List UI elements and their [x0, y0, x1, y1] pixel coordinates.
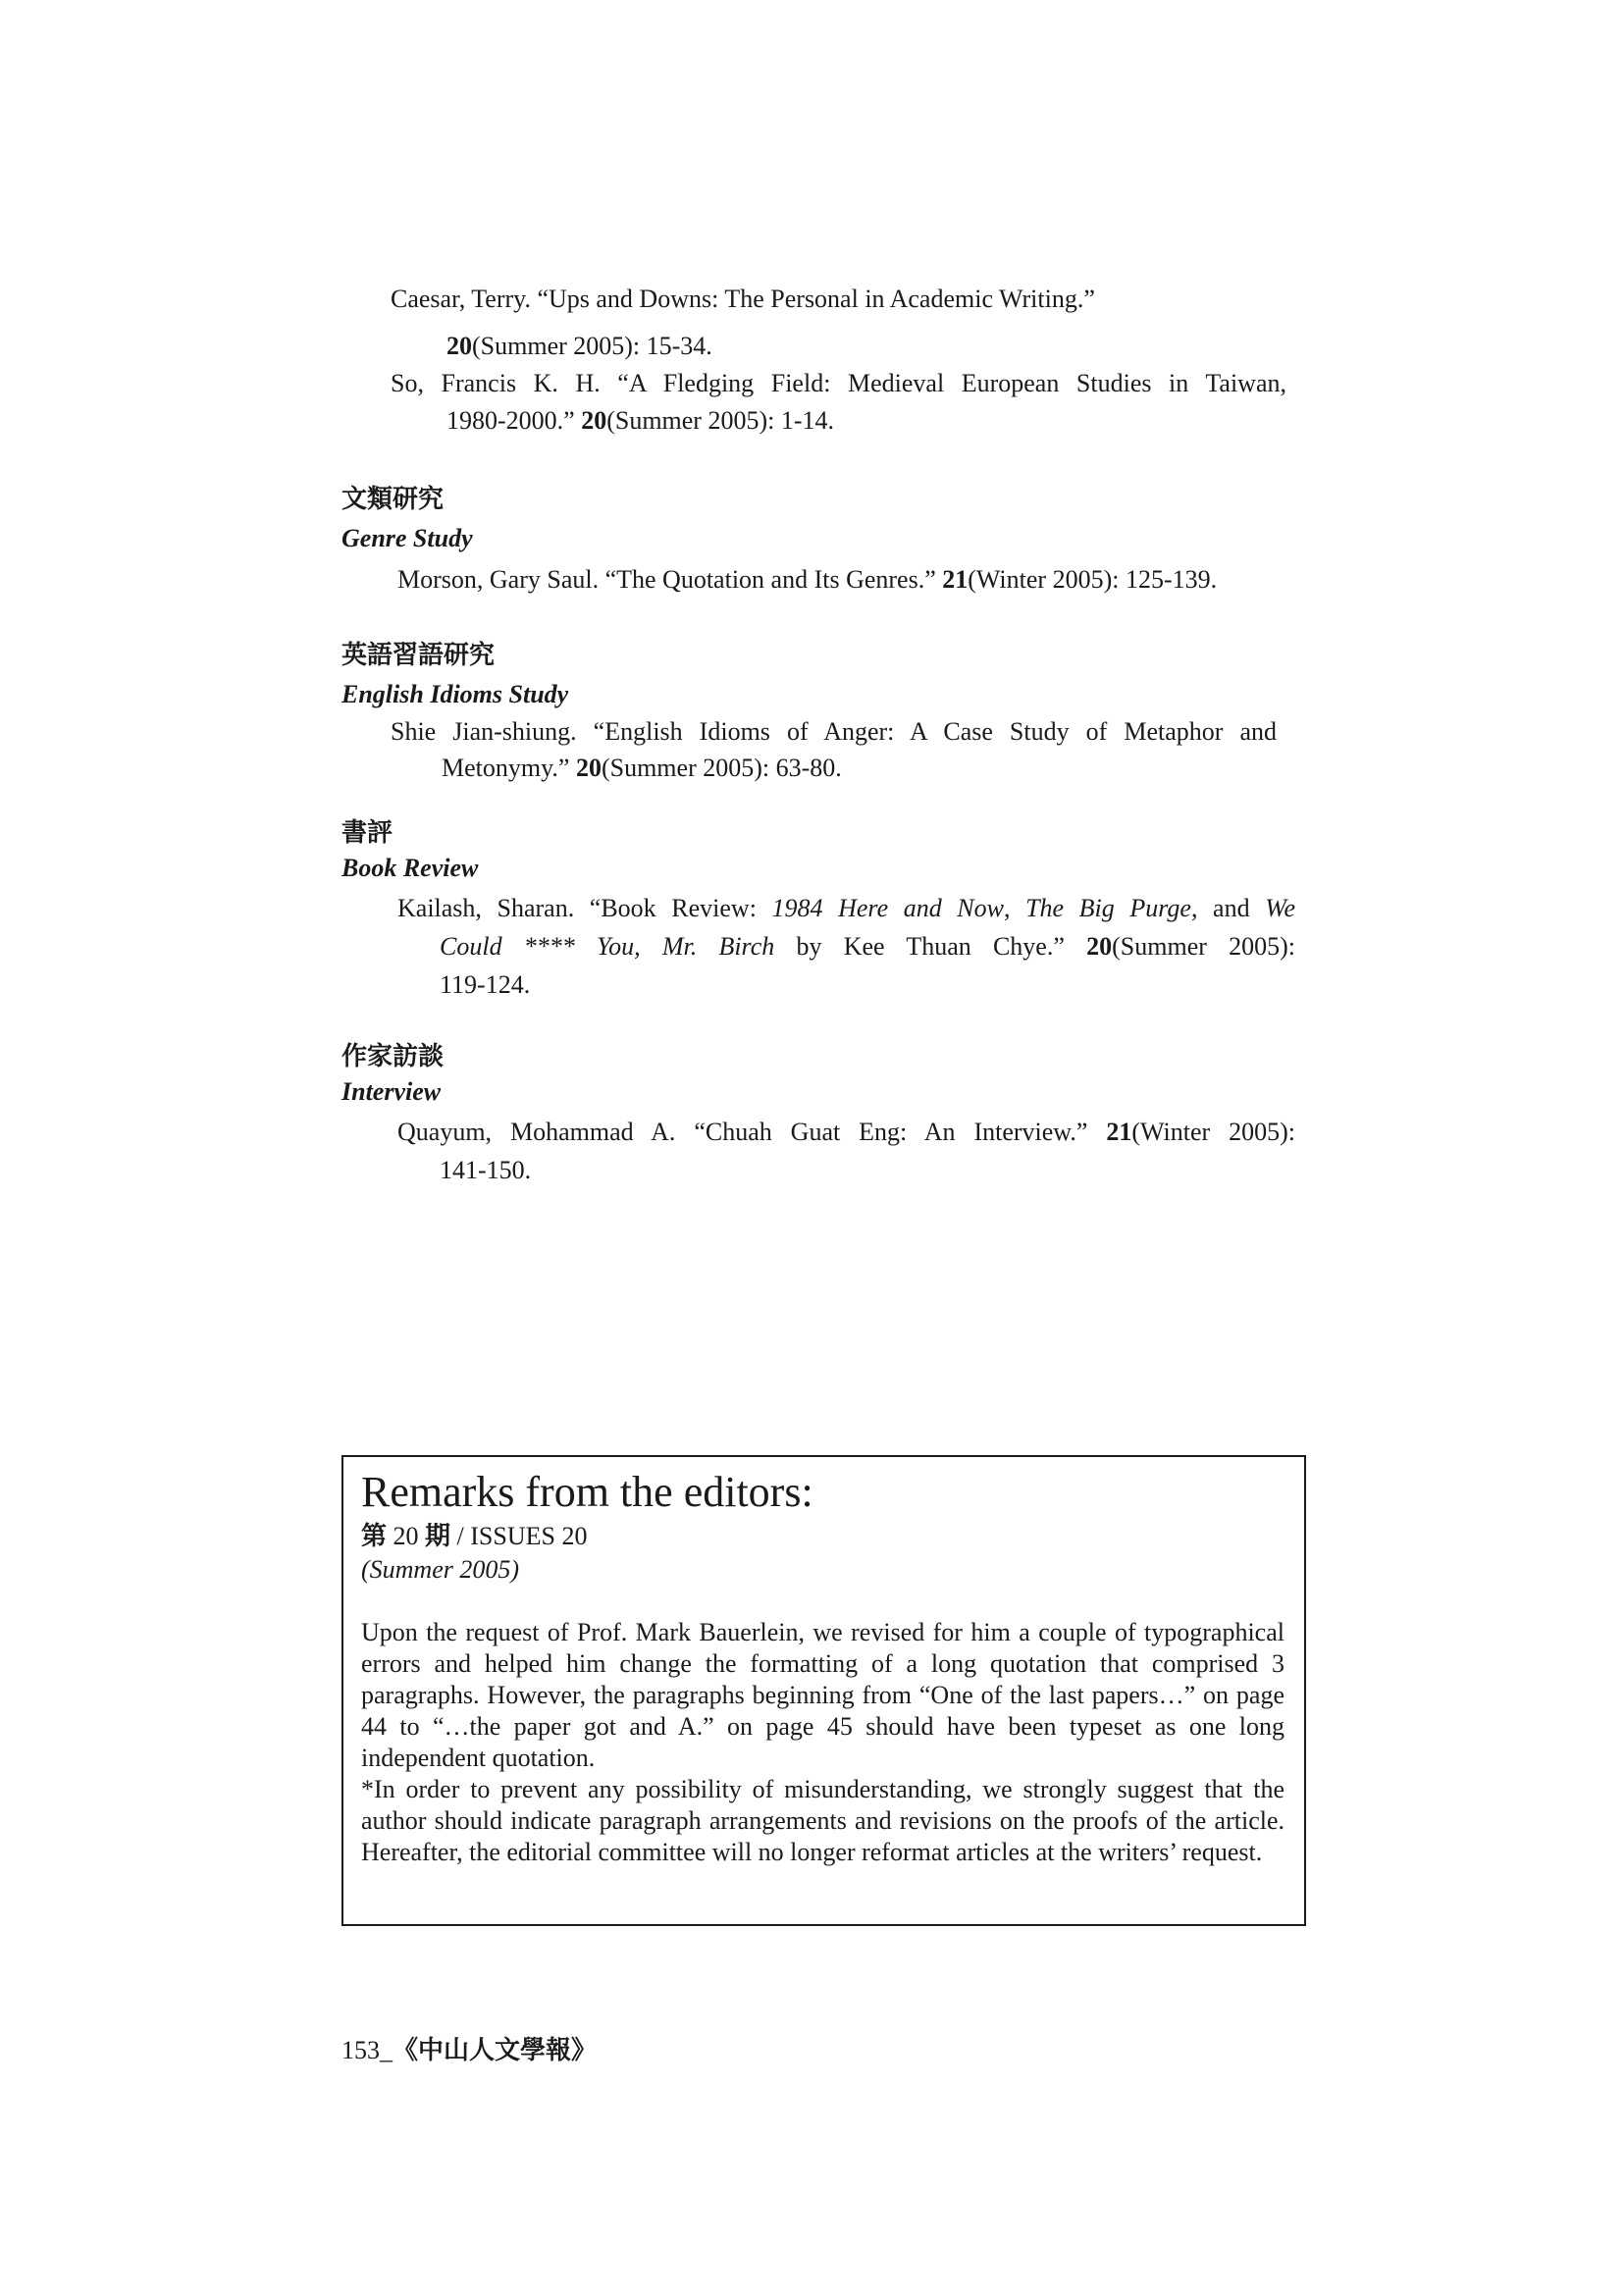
section-heading-interview-en: Interview	[341, 1077, 442, 1106]
entry-kailash-title-2: The Big Purge	[1025, 894, 1191, 922]
entry-caesar-rest: (Summer 2005): 15-34.	[472, 332, 712, 360]
remarks-issue-zh-a: 第	[361, 1522, 388, 1551]
entry-so-rest: (Summer 2005): 1-14.	[606, 406, 835, 435]
remarks-season: (Summer 2005)	[361, 1555, 520, 1584]
entry-shie-line2	[442, 749, 842, 787]
entry-kailash-title-3a: We	[1265, 894, 1295, 922]
entry-shie-rest: (Summer 2005): 63-80.	[601, 754, 842, 782]
editors-remarks-box	[341, 1455, 1306, 1926]
remarks-issue	[361, 1520, 587, 1553]
entry-caesar-line1: Caesar, Terry. “Ups and Downs: The Personal in Academic Writing.”	[391, 285, 1095, 313]
entry-quayum-volume: 21	[1106, 1118, 1132, 1146]
entry-morson-prefix: Morson, Gary Saul. “The Quotation and Its Genres.”	[397, 565, 943, 594]
section-heading-genre-en: Genre Study	[341, 524, 473, 552]
remarks-title: Remarks from the editors:	[361, 1468, 813, 1516]
entry-caesar-line2	[446, 327, 712, 365]
entry-kailash-part-b: ,	[1003, 894, 1026, 922]
entry-kailash-volume: 20	[1086, 932, 1113, 961]
entry-kailash-part-c: , and	[1190, 894, 1266, 922]
remarks-paragraph-1: Upon the request of Prof. Mark Bauerlein, we revised for him a couple of typographical errors and helped him change the formatting of a long quotation that comprised 3 paragraphs. However, the paragraphs beginning from “One of the last papers…” on page 44 to “…the paper got and A.” on page 45 should have been typeset as one long independent quotation.	[361, 1618, 1284, 1772]
entry-quayum-line2: 141-150.	[440, 1156, 532, 1184]
entry-kailash-title-1: 1984 Here and Now	[771, 894, 1004, 922]
entry-quayum-rest: (Winter 2005):	[1131, 1118, 1295, 1146]
section-heading-idioms-en: English Idioms Study	[341, 680, 569, 708]
remarks-issue-zh-b: 期	[425, 1522, 451, 1551]
entry-morson-rest: (Winter 2005): 125-139.	[968, 565, 1218, 594]
page-footer	[341, 2034, 597, 2067]
section-heading-idioms-zh: 英語習語研究	[341, 641, 496, 670]
entry-kailash-part-a: Kailash, Sharan. “Book Review:	[397, 894, 772, 922]
section-heading-review-zh: 書評	[341, 818, 393, 848]
entry-kailash-part-d: by Kee Thuan Chye.”	[774, 932, 1087, 961]
entry-so-line1: So, Francis K. H. “A Fledging Field: Medieval European Studies in Taiwan,	[391, 369, 1286, 397]
remarks-issue-en: / ISSUES 20	[450, 1522, 588, 1550]
entry-morson-volume: 21	[942, 565, 969, 594]
entry-kailash-line2	[440, 927, 1295, 965]
entry-kailash-rest: (Summer 2005):	[1112, 932, 1295, 961]
footer-journal-title: 《中山人文學報》	[393, 2036, 598, 2065]
section-heading-interview-zh: 作家訪談	[341, 1042, 445, 1071]
entry-so-line2	[446, 401, 834, 440]
remarks-issue-num: 20	[393, 1522, 419, 1550]
entry-caesar-volume: 20	[446, 332, 472, 360]
footer-page-number: 153_	[341, 2036, 393, 2064]
remarks-paragraph-2: *In order to prevent any possibility of misunderstanding, we strongly suggest that the author should indicate paragraph arrangements and revisions on the proofs of the article. Hereafter, the editorial committee will no longer reformat articles at the writers’ request.	[361, 1775, 1284, 1866]
entry-morson	[397, 560, 1217, 599]
entry-so-prefix: 1980-2000.”	[446, 406, 582, 435]
entry-so-volume: 20	[581, 406, 607, 435]
section-heading-genre-zh: 文類研究	[341, 485, 445, 514]
entry-quayum-line1	[397, 1113, 1295, 1151]
entry-quayum-prefix: Quayum, Mohammad A. “Chuah Guat Eng: An Interview.”	[397, 1118, 1107, 1146]
entry-shie-volume: 20	[575, 754, 602, 782]
section-heading-review-en: Book Review	[341, 854, 479, 882]
entry-shie-line1: Shie Jian-shiung. “English Idioms of Anger: A Case Study of Metaphor and	[391, 717, 1277, 746]
entry-shie-prefix: Metonymy.”	[442, 754, 576, 782]
entry-kailash-line3: 119-124.	[440, 970, 531, 999]
entry-kailash-line1	[397, 889, 1295, 927]
entry-kailash-title-3b: Could **** You, Mr. Birch	[440, 932, 775, 961]
